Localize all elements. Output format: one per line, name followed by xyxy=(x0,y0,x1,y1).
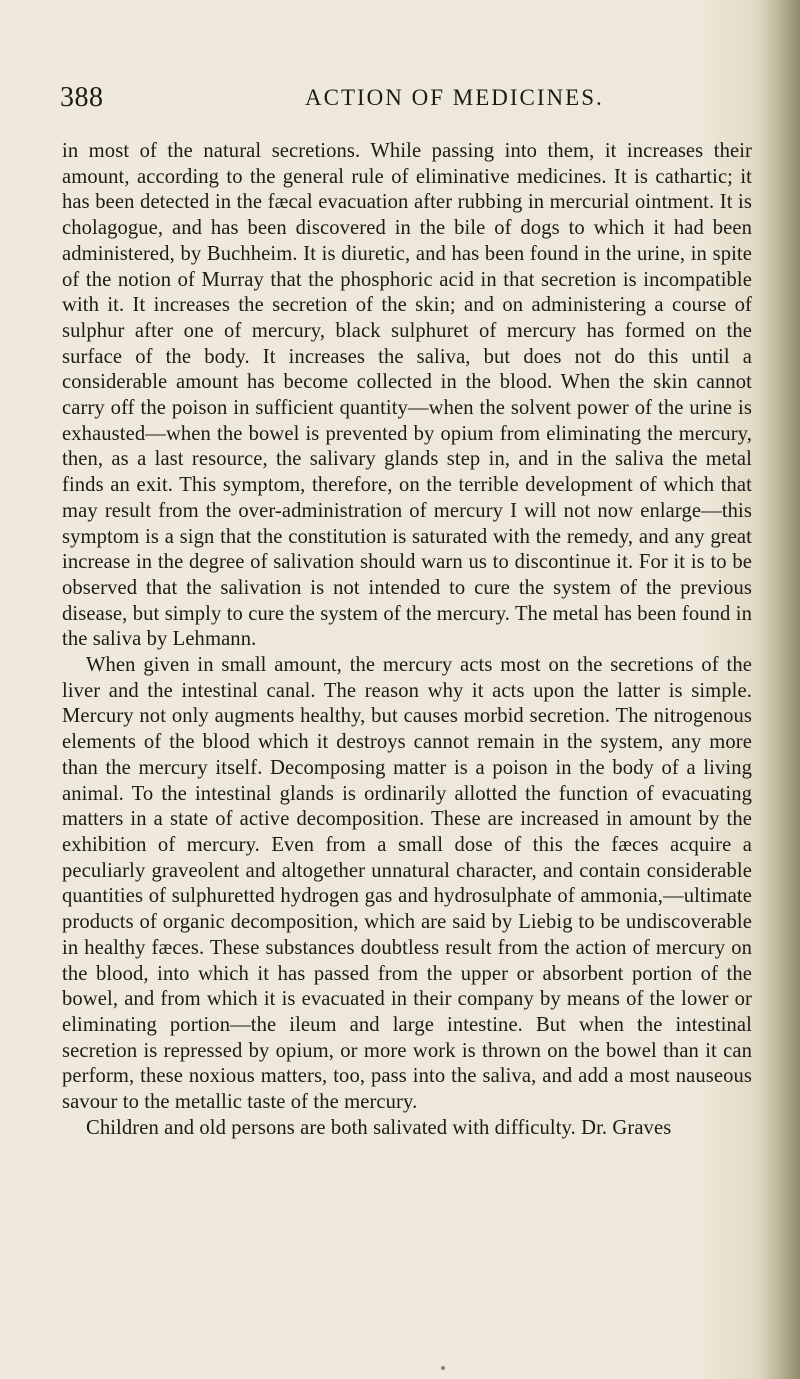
page-edge-shadow xyxy=(762,0,800,1379)
paper-speck xyxy=(441,1366,445,1370)
paragraph-children: Children and old persons are both salivated with difficulty. Dr. Graves xyxy=(86,1116,672,1139)
running-head: ACTION OF MEDICINES. xyxy=(305,85,604,110)
paragraph-continued: in most of the natural secretions. While passing into them, it increases their amount, according to the general rule of eliminative medicines. It is cathartic; it has been detected in the fæcal evacuation after rubbing in mercurial ointment. It is cholagogue, and has been discovered in the bile of dogs to which it had been administered, by Buchheim. It is diuretic, and has been found in the urine, in spite of the notion of Murray that the phosphoric acid in that secretion is incompatible with it. It increases the secretion of the skin; and on administering a course of sulphur after one of mercury, black sulphuret of mercury has formed on the surface of the body. It increases the saliva, but does not do this until a considerable amount has become collected in the blood. When the skin cannot carry off the poison in sufficient quantity—when the solvent power of the urine is exhausted—when the bowel is prevented by opium from eliminating the mercury, then, as a last resource, the salivary glands step in, and in the saliva the metal finds an exit. This symptom, therefore, on the terrible development of which that may result from the over-administration of mercury I will not now enlarge—this symptom is a sign that the constitution is saturated with the remedy, and any great increase in the degree of salivation should warn us to discontinue it. For it is to be observed that the salivation is not intended to cure the system of the previous disease, but simply to cure the system of the mercury. The metal has been found in the saliva by Lehmann. xyxy=(62,140,752,651)
paragraph-small-doses: When given in small amount, the mercury acts most on the secretions of the liver and the intestinal canal. The reason why it acts upon the latter is simple. Mercury not only augments healthy, but causes morbid secretion. The nitrogenous elements of the blood which it destroys cannot remain in the system, any more than the mercury itself. Decomposing matter is a poison in the body of a living animal. To the intestinal glands is ordinarily allotted the function of evacuating matters in a state of active decomposition. These are increased in amount by the exhibition of mercury. Even from a small dose of this the fæces acquire a peculiarly graveolent and altogether unnatural character, and contain considerable quantities of sulphuretted hydrogen gas and hydrosulphate of ammonia,—ultimate products of organic decomposition, which are said by Liebig to be undiscoverable in healthy fæces. These substances doubtless result from the action of mercury on the blood, into which it has passed from the upper or absorbent portion of the bowel, and from which it is evacuated in their company by means of the lower or eliminating portion—the ileum and large intestine. But when the intestinal secretion is repressed by opium, or more work is thrown on the bowel than it can perform, these noxious matters, too, pass into the saliva, and add a most nauseous savour to the metallic taste of the mercury. xyxy=(62,654,752,1114)
body-text xyxy=(62,139,752,1141)
page-header xyxy=(60,78,750,118)
page-number: 388 xyxy=(60,82,104,113)
